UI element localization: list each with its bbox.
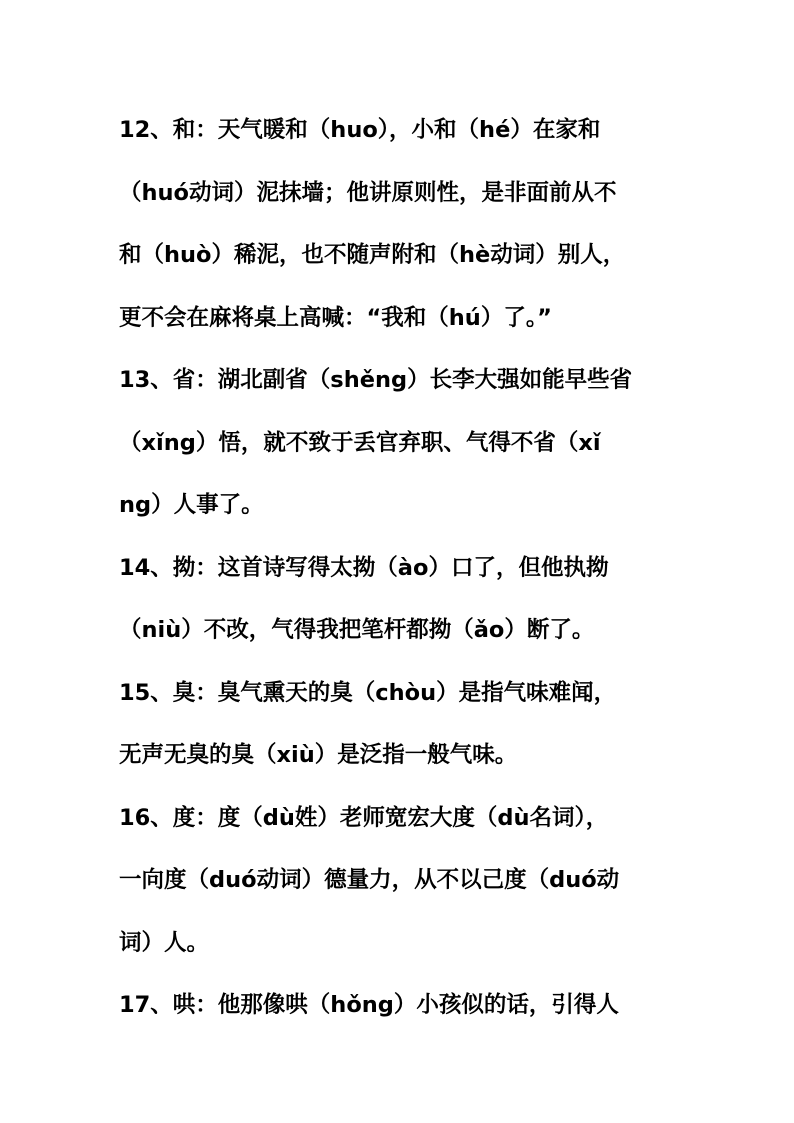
text-line: （xǐng）悟，就不致于丢官弃职、气得不省（xǐ: [119, 430, 601, 456]
text-line: 14、拗：这首诗写得太拗（ào）口了，但他执拗: [119, 555, 609, 581]
text-line: 13、省：湖北副省（shěng）长李大强如能早些省: [119, 367, 633, 393]
text-line: 15、臭：臭气熏天的臭（chòu）是指气味难闻，: [119, 680, 617, 706]
text-line: 16、度：度（dù姓）老师宽宏大度（dù名词），: [119, 805, 609, 831]
text-line: 无声无臭的臭（xiù）是泛指一般气味。: [119, 742, 518, 768]
text-line: （niù）不改，气得我把笔杆都拗（ǎo）断了。: [119, 617, 595, 643]
text-line: 12、和：天气暖和（huo），小和（hé）在家和: [119, 117, 601, 143]
text-line: （huó动词）泥抹墙；他讲原则性，是非面前从不: [119, 180, 617, 206]
text-line: 一向度（duó动词）德量力，从不以己度（duó动: [119, 867, 620, 893]
text-line: 词）人。: [119, 930, 210, 956]
text-line: 和（huò）稀泥，也不随声附和（hè动词）别人，: [119, 242, 626, 268]
text-line: ng）人事了。: [119, 492, 264, 518]
text-line: 17、哄：他那像哄（hǒng）小孩似的话，引得人: [119, 992, 619, 1018]
text-line: 更不会在麻将桌上高喊：“我和（hú）了。”: [119, 305, 552, 331]
